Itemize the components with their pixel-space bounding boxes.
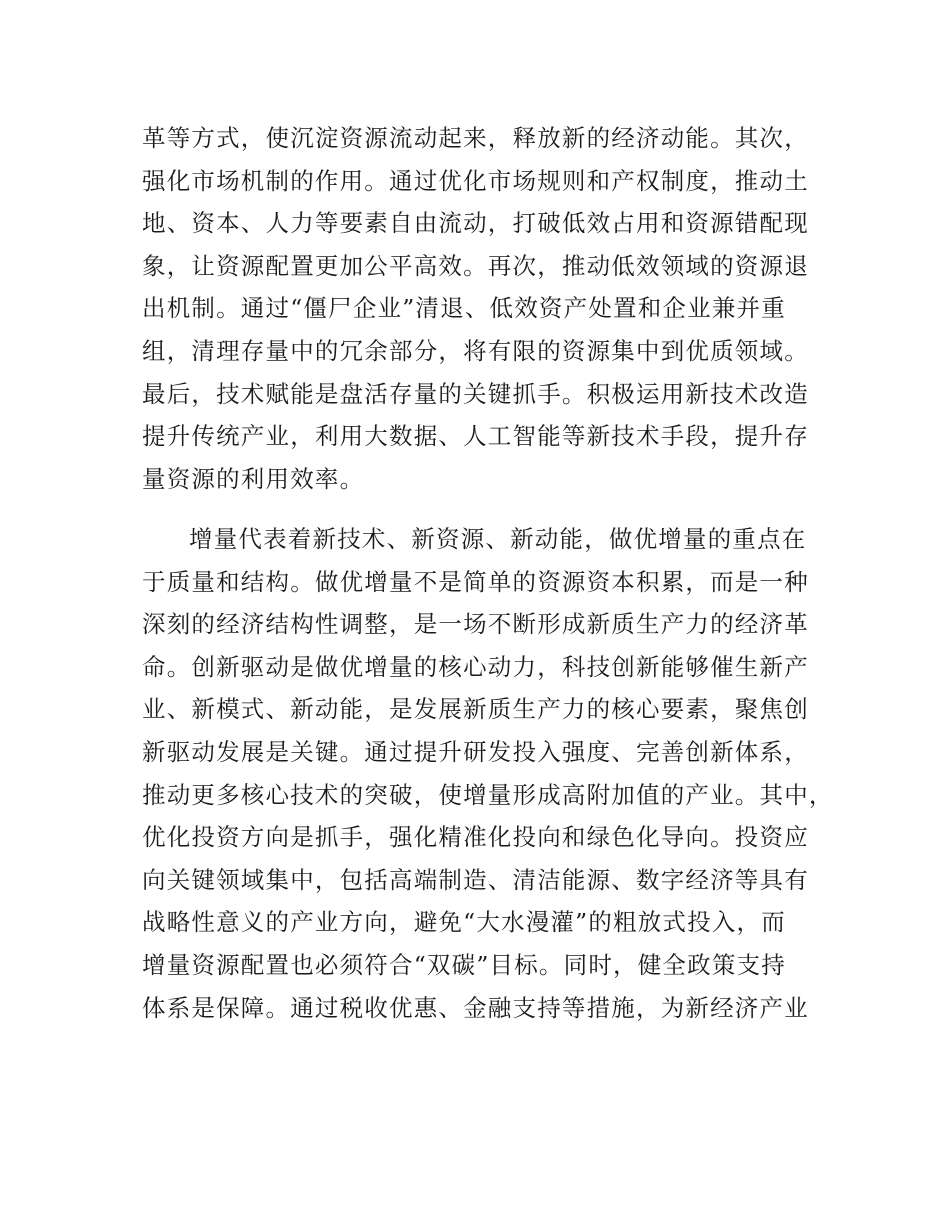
paragraph-line: 出机制。通过“僵尸企业”清退、低效资产处置和企业兼并重	[142, 294, 786, 323]
paragraph-2	[142, 518, 832, 1029]
paragraph-line: 增量资源配置也必须符合“双碳”目标。同时，健全政策支持	[142, 950, 786, 979]
paragraph-line: 地、资本、人力等要素自由流动，打破低效占用和资源错配现	[142, 209, 809, 238]
paragraph-line: 强化市场机制的作用。通过优化市场规则和产权制度，推动土	[142, 166, 809, 195]
paragraph-line: 组，清理存量中的冗余部分，将有限的资源集中到优质领域。	[142, 336, 809, 365]
paragraph-line: 新驱动发展是关键。通过提升研发投入强度、完善创新体系，	[142, 737, 809, 766]
paragraph-line: 向关键领域集中，包括高端制造、清洁能源、数字经济等具有	[142, 865, 809, 894]
paragraph-line: 业、新模式、新动能，是发展新质生产力的核心要素，聚焦创	[142, 695, 809, 724]
paragraph-line: 量资源的利用效率。	[142, 464, 365, 493]
paragraph-line: 战略性意义的产业方向，避免“大水漫灌”的粗放式投入，而	[142, 908, 786, 937]
paragraph-line: 象，让资源配置更加公平高效。再次，推动低效领域的资源退	[142, 251, 809, 280]
paragraph-line: 革等方式，使沉淀资源流动起来，释放新的经济动能。其次，	[142, 124, 809, 152]
paragraph-line: 于质量和结构。做优增量不是简单的资源资本积累，而是一种	[142, 567, 809, 596]
paragraph-line: 提升传统产业，利用大数据、人工智能等新技术手段，提升存	[142, 422, 809, 451]
paragraph-1	[142, 117, 832, 500]
paragraph-line: 推动更多核心技术的突破，使增量形成高附加值的产业。其中，	[142, 780, 834, 809]
paragraph-line-first: 增量代表着新技术、新资源、新动能，做优增量的重点在	[189, 525, 807, 553]
paragraph-line: 深刻的经济结构性调整，是一场不断形成新质生产力的经济革	[142, 610, 809, 639]
paragraph-line: 命。创新驱动是做优增量的核心动力，科技创新能够催生新产	[142, 652, 809, 681]
paragraph-line: 最后，技术赋能是盘活存量的关键抓手。积极运用新技术改造	[142, 379, 809, 408]
paragraph-line: 优化投资方向是抓手，强化精准化投向和绿色化导向。投资应	[142, 823, 809, 852]
paragraph-line: 体系是保障。通过税收优惠、金融支持等措施，为新经济产业	[142, 993, 809, 1022]
